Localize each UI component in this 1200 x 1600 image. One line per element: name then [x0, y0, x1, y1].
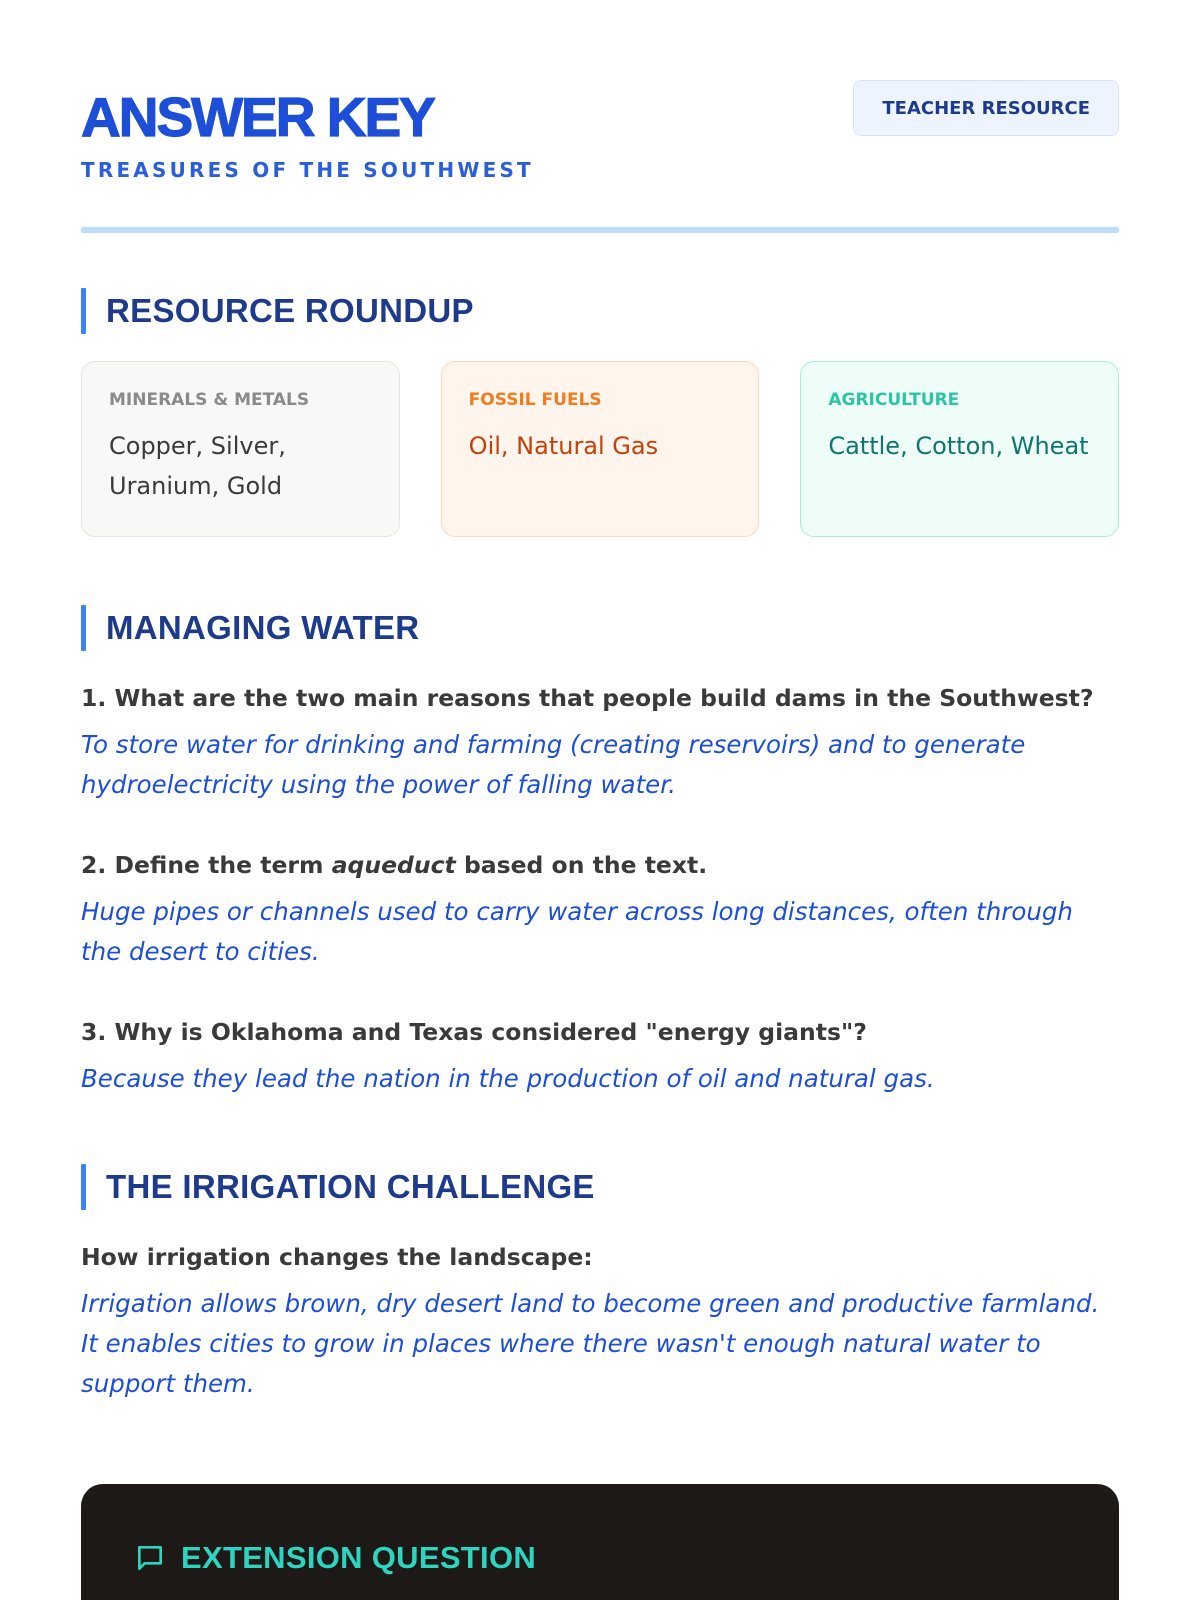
extension-header [133, 1540, 536, 1576]
card-value: Copper, Silver, Uranium, Gold [109, 432, 286, 500]
header [81, 80, 1119, 235]
answer-text: Irrigation allows brown, dry desert land to become green and productive farmland. It enables cities to grow in places where there wasn't enough natural water to support them. [81, 1289, 1100, 1398]
section-heading-managing-water [81, 605, 419, 651]
extension-title: EXTENSION QUESTION [181, 1540, 537, 1575]
section-heading-irrigation [81, 1164, 595, 1210]
question-2 [81, 848, 1119, 972]
page-title: ANSWER KEY [81, 86, 434, 148]
card-label: FOSSIL FUELS [468, 390, 602, 410]
question-term: aqueduct [331, 851, 456, 879]
answer-text: To store water for drinking and farming (creating reservoirs) and to generate hydroelectricity using the power of falling water. [81, 730, 1026, 799]
card-minerals-metals [81, 361, 400, 537]
question-text: 1. What are the two main reasons that people build dams in the Southwest? [81, 684, 1094, 712]
header-divider [81, 227, 1119, 233]
question-prefix: 2. Define the term [81, 851, 332, 879]
card-fossil-fuels [441, 361, 760, 537]
card-label: MINERALS & METALS [109, 390, 310, 410]
question-text [81, 848, 1119, 882]
card-value: Cattle, Cotton, Wheat [828, 432, 1089, 460]
teacher-resource-badge: TEACHER RESOURCE [853, 80, 1119, 136]
card-agriculture [800, 361, 1119, 537]
question-text: How irrigation changes the landscape: [81, 1243, 593, 1271]
question-suffix: based on the text. [455, 851, 708, 879]
section-title: RESOURCE ROUNDUP [106, 292, 474, 329]
page-subtitle: TREASURES OF THE SOUTHWEST [81, 158, 534, 182]
card-label: AGRICULTURE [828, 390, 960, 410]
section-heading-resource-roundup [81, 288, 474, 334]
answer-text: Because they lead the nation in the production of oil and natural gas. [81, 1064, 935, 1093]
irrigation-prompt [81, 1240, 1119, 1404]
question-3 [81, 1015, 1119, 1099]
section-title: THE IRRIGATION CHALLENGE [106, 1168, 595, 1205]
card-value: Oil, Natural Gas [468, 432, 659, 460]
section-title: MANAGING WATER [106, 609, 420, 646]
section-accent-bar [81, 605, 86, 651]
question-1 [81, 681, 1119, 805]
section-accent-bar [81, 1164, 86, 1210]
answer-text: Huge pipes or channels used to carry water across long distances, often through the desert to cities. [81, 897, 1073, 966]
section-accent-bar [81, 288, 86, 334]
question-text: 3. Why is Oklahoma and Texas considered "energy giants"? [81, 1018, 867, 1046]
extension-panel [81, 1484, 1119, 1600]
resource-cards [81, 361, 1119, 537]
chat-bubble-icon [133, 1541, 167, 1575]
